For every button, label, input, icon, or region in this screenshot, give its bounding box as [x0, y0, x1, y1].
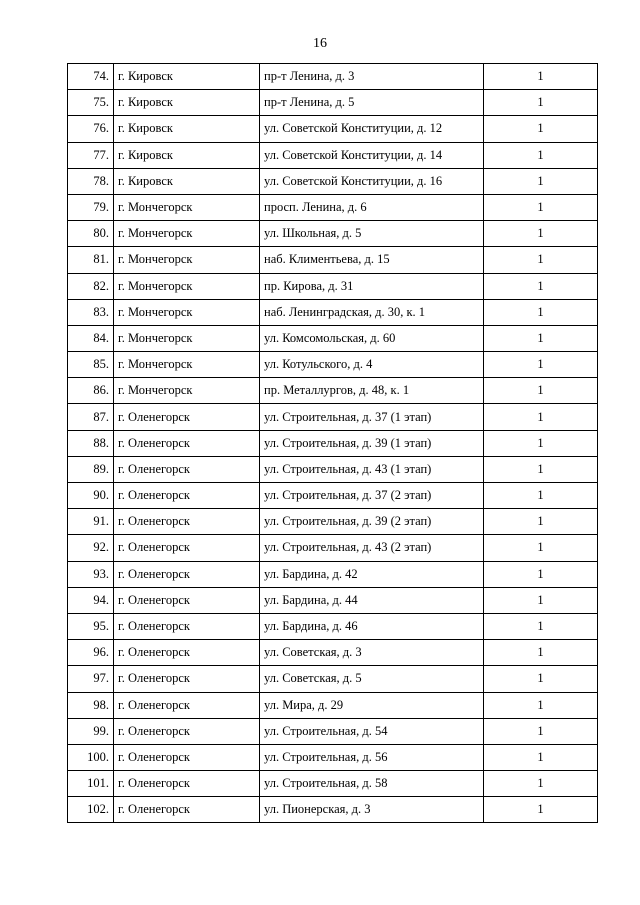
quantity-cell: 1	[484, 430, 598, 456]
quantity-cell: 1	[484, 613, 598, 639]
city-cell: г. Оленегорск	[114, 483, 260, 509]
quantity-cell: 1	[484, 352, 598, 378]
table-row	[68, 561, 598, 587]
row-number-cell: 96.	[68, 640, 114, 666]
city-cell: г. Мончегорск	[114, 221, 260, 247]
address-cell: ул. Строительная, д. 56	[260, 744, 484, 770]
row-number-cell: 98.	[68, 692, 114, 718]
quantity-cell: 1	[484, 168, 598, 194]
table-row	[68, 299, 598, 325]
row-number-cell: 99.	[68, 718, 114, 744]
address-cell: ул. Строительная, д. 39 (1 этап)	[260, 430, 484, 456]
address-cell: ул. Котульского, д. 4	[260, 352, 484, 378]
table-body	[68, 64, 598, 823]
table-row	[68, 221, 598, 247]
row-number-cell: 82.	[68, 273, 114, 299]
quantity-cell: 1	[484, 561, 598, 587]
address-cell: ул. Строительная, д. 37 (1 этап)	[260, 404, 484, 430]
address-cell: пр-т Ленина, д. 3	[260, 64, 484, 90]
row-number-cell: 88.	[68, 430, 114, 456]
quantity-cell: 1	[484, 221, 598, 247]
quantity-cell: 1	[484, 456, 598, 482]
city-cell: г. Оленегорск	[114, 692, 260, 718]
table-row	[68, 90, 598, 116]
address-cell: ул. Советской Конституции, д. 16	[260, 168, 484, 194]
city-cell: г. Мончегорск	[114, 247, 260, 273]
address-cell: наб. Климентьева, д. 15	[260, 247, 484, 273]
address-cell: ул. Бардина, д. 46	[260, 613, 484, 639]
city-cell: г. Мончегорск	[114, 299, 260, 325]
table-row	[68, 116, 598, 142]
quantity-cell: 1	[484, 378, 598, 404]
city-cell: г. Мончегорск	[114, 325, 260, 351]
quantity-cell: 1	[484, 535, 598, 561]
row-number-cell: 87.	[68, 404, 114, 430]
quantity-cell: 1	[484, 64, 598, 90]
quantity-cell: 1	[484, 587, 598, 613]
table-row	[68, 692, 598, 718]
table-row	[68, 142, 598, 168]
table-row	[68, 483, 598, 509]
table-row	[68, 325, 598, 351]
table-row	[68, 771, 598, 797]
quantity-cell: 1	[484, 692, 598, 718]
city-cell: г. Кировск	[114, 168, 260, 194]
table-row	[68, 587, 598, 613]
city-cell: г. Кировск	[114, 90, 260, 116]
city-cell: г. Оленегорск	[114, 561, 260, 587]
table-row	[68, 613, 598, 639]
city-cell: г. Кировск	[114, 142, 260, 168]
table-row	[68, 535, 598, 561]
table-row	[68, 666, 598, 692]
table-row	[68, 718, 598, 744]
address-cell: ул. Строительная, д. 58	[260, 771, 484, 797]
row-number-cell: 92.	[68, 535, 114, 561]
quantity-cell: 1	[484, 718, 598, 744]
row-number-cell: 93.	[68, 561, 114, 587]
quantity-cell: 1	[484, 142, 598, 168]
address-cell: ул. Советской Конституции, д. 12	[260, 116, 484, 142]
table-row	[68, 378, 598, 404]
city-cell: г. Мончегорск	[114, 378, 260, 404]
quantity-cell: 1	[484, 483, 598, 509]
table-row	[68, 430, 598, 456]
address-cell: ул. Школьная, д. 5	[260, 221, 484, 247]
city-cell: г. Оленегорск	[114, 613, 260, 639]
row-number-cell: 83.	[68, 299, 114, 325]
address-cell: ул. Бардина, д. 42	[260, 561, 484, 587]
address-cell: ул. Строительная, д. 54	[260, 718, 484, 744]
table-row	[68, 194, 598, 220]
quantity-cell: 1	[484, 299, 598, 325]
table-row	[68, 509, 598, 535]
city-cell: г. Оленегорск	[114, 640, 260, 666]
table-row	[68, 168, 598, 194]
quantity-cell: 1	[484, 797, 598, 823]
address-cell: ул. Бардина, д. 44	[260, 587, 484, 613]
row-number-cell: 85.	[68, 352, 114, 378]
city-cell: г. Оленегорск	[114, 797, 260, 823]
city-cell: г. Мончегорск	[114, 194, 260, 220]
row-number-cell: 78.	[68, 168, 114, 194]
table-row	[68, 456, 598, 482]
city-cell: г. Оленегорск	[114, 771, 260, 797]
row-number-cell: 95.	[68, 613, 114, 639]
city-cell: г. Оленегорск	[114, 666, 260, 692]
table-row	[68, 744, 598, 770]
address-cell: ул. Строительная, д. 43 (2 этап)	[260, 535, 484, 561]
address-cell: ул. Строительная, д. 39 (2 этап)	[260, 509, 484, 535]
table-row	[68, 352, 598, 378]
address-cell: пр-т Ленина, д. 5	[260, 90, 484, 116]
row-number-cell: 90.	[68, 483, 114, 509]
row-number-cell: 97.	[68, 666, 114, 692]
table-row	[68, 797, 598, 823]
address-table	[67, 63, 598, 823]
row-number-cell: 100.	[68, 744, 114, 770]
city-cell: г. Оленегорск	[114, 456, 260, 482]
city-cell: г. Оленегорск	[114, 509, 260, 535]
address-cell: ул. Советская, д. 5	[260, 666, 484, 692]
row-number-cell: 80.	[68, 221, 114, 247]
quantity-cell: 1	[484, 116, 598, 142]
row-number-cell: 77.	[68, 142, 114, 168]
row-number-cell: 86.	[68, 378, 114, 404]
quantity-cell: 1	[484, 509, 598, 535]
row-number-cell: 79.	[68, 194, 114, 220]
address-cell: пр. Металлургов, д. 48, к. 1	[260, 378, 484, 404]
row-number-cell: 91.	[68, 509, 114, 535]
quantity-cell: 1	[484, 404, 598, 430]
row-number-cell: 76.	[68, 116, 114, 142]
address-cell: ул. Советской Конституции, д. 14	[260, 142, 484, 168]
row-number-cell: 102.	[68, 797, 114, 823]
row-number-cell: 89.	[68, 456, 114, 482]
row-number-cell: 84.	[68, 325, 114, 351]
city-cell: г. Оленегорск	[114, 404, 260, 430]
quantity-cell: 1	[484, 194, 598, 220]
quantity-cell: 1	[484, 666, 598, 692]
quantity-cell: 1	[484, 640, 598, 666]
city-cell: г. Мончегорск	[114, 352, 260, 378]
city-cell: г. Оленегорск	[114, 587, 260, 613]
table-row	[68, 404, 598, 430]
address-cell: пр. Кирова, д. 31	[260, 273, 484, 299]
address-cell: ул. Мира, д. 29	[260, 692, 484, 718]
city-cell: г. Оленегорск	[114, 535, 260, 561]
city-cell: г. Кировск	[114, 116, 260, 142]
address-cell: ул. Строительная, д. 43 (1 этап)	[260, 456, 484, 482]
address-cell: просп. Ленина, д. 6	[260, 194, 484, 220]
row-number-cell: 94.	[68, 587, 114, 613]
page-number: 16	[313, 36, 327, 51]
row-number-cell: 81.	[68, 247, 114, 273]
row-number-cell: 74.	[68, 64, 114, 90]
address-cell: наб. Ленинградская, д. 30, к. 1	[260, 299, 484, 325]
quantity-cell: 1	[484, 90, 598, 116]
quantity-cell: 1	[484, 273, 598, 299]
city-cell: г. Оленегорск	[114, 744, 260, 770]
address-cell: ул. Советская, д. 3	[260, 640, 484, 666]
table-row	[68, 640, 598, 666]
quantity-cell: 1	[484, 247, 598, 273]
quantity-cell: 1	[484, 771, 598, 797]
row-number-cell: 101.	[68, 771, 114, 797]
address-cell: ул. Пионерская, д. 3	[260, 797, 484, 823]
address-cell: ул. Комсомольская, д. 60	[260, 325, 484, 351]
table-row	[68, 64, 598, 90]
city-cell: г. Оленегорск	[114, 430, 260, 456]
quantity-cell: 1	[484, 744, 598, 770]
city-cell: г. Кировск	[114, 64, 260, 90]
quantity-cell: 1	[484, 325, 598, 351]
city-cell: г. Оленегорск	[114, 718, 260, 744]
city-cell: г. Мончегорск	[114, 273, 260, 299]
address-cell: ул. Строительная, д. 37 (2 этап)	[260, 483, 484, 509]
row-number-cell: 75.	[68, 90, 114, 116]
table-row	[68, 247, 598, 273]
table-row	[68, 273, 598, 299]
